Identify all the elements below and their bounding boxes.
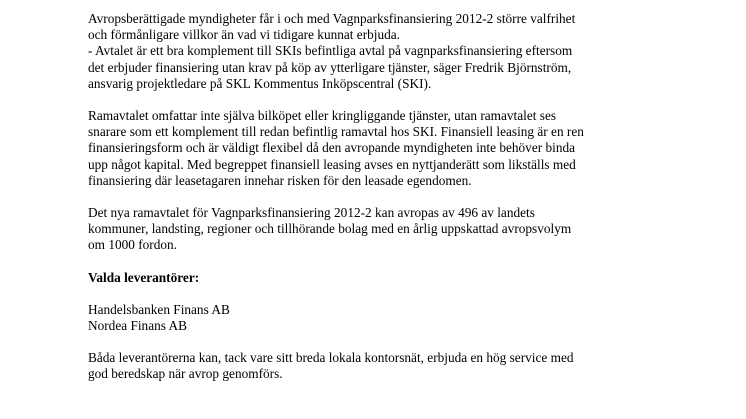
- text-line: - Avtalet är ett bra komplement till SKIs befintliga avtal på vagnparksfinansiering eftersom: [88, 43, 573, 59]
- text-line: finansieringsform och är väldigt flexibel då den avropande myndigheten inte behöver binda: [88, 140, 576, 156]
- text-line: Det nya ramavtalet för Vagnparksfinansiering 2012-2 kan avropas av 496 av landets: [88, 205, 535, 221]
- text-line: Ramavtalet omfattar inte själva bilköpet eller kringliggande tjänster, utan ramavtalet ses: [88, 108, 557, 124]
- text-line: snarare som ett komplement till redan befintlig ramavtal hos SKI. Finansiell leasing är en ren: [88, 124, 584, 140]
- closing-paragraph: [88, 350, 728, 382]
- text-line: ansvarig projektledare på SKL Kommentus Inköpscentral (SKI).: [88, 75, 432, 91]
- text-line: och förmånligare villkor än vad vi tidigare kunnat erbjuda.: [88, 27, 401, 43]
- text-line: upp något kapital. Med begreppet finansiell leasing avses en nyttjanderätt som likställs med: [88, 156, 576, 172]
- intro-paragraph: [88, 11, 728, 92]
- suppliers-list: [88, 302, 728, 334]
- text-line: Avropsberättigade myndigheter får i och med Vagnparksfinansiering 2012-2 större valfrihet: [88, 11, 576, 26]
- suppliers-heading: Valda leverantörer:: [88, 269, 200, 285]
- text-line: god beredskap när avrop genomförs.: [88, 366, 283, 382]
- text-line: det erbjuder finansiering utan krav på köp av ytterligare tjänster, säger Fredrik Björnström,: [88, 59, 572, 75]
- supplier-item: Nordea Finans AB: [88, 318, 187, 334]
- text-line: om 1000 fordon.: [88, 237, 178, 253]
- text-line: kommuner, landsting, regioner och tillhörande bolag med en årlig uppskattad avropsvolym: [88, 221, 572, 237]
- document-body: [88, 11, 728, 399]
- ramavtal-paragraph: [88, 108, 728, 189]
- text-line: finansiering där leasetagaren innehar risken för den leasade egendomen.: [88, 172, 472, 188]
- suppliers-heading-paragraph: [88, 270, 728, 286]
- supplier-item: Handelsbanken Finans AB: [88, 301, 230, 317]
- volym-paragraph: [88, 205, 728, 254]
- text-line: Båda leverantörerna kan, tack vare sitt breda lokala kontorsnät, erbjuda en hög service med: [88, 350, 574, 366]
